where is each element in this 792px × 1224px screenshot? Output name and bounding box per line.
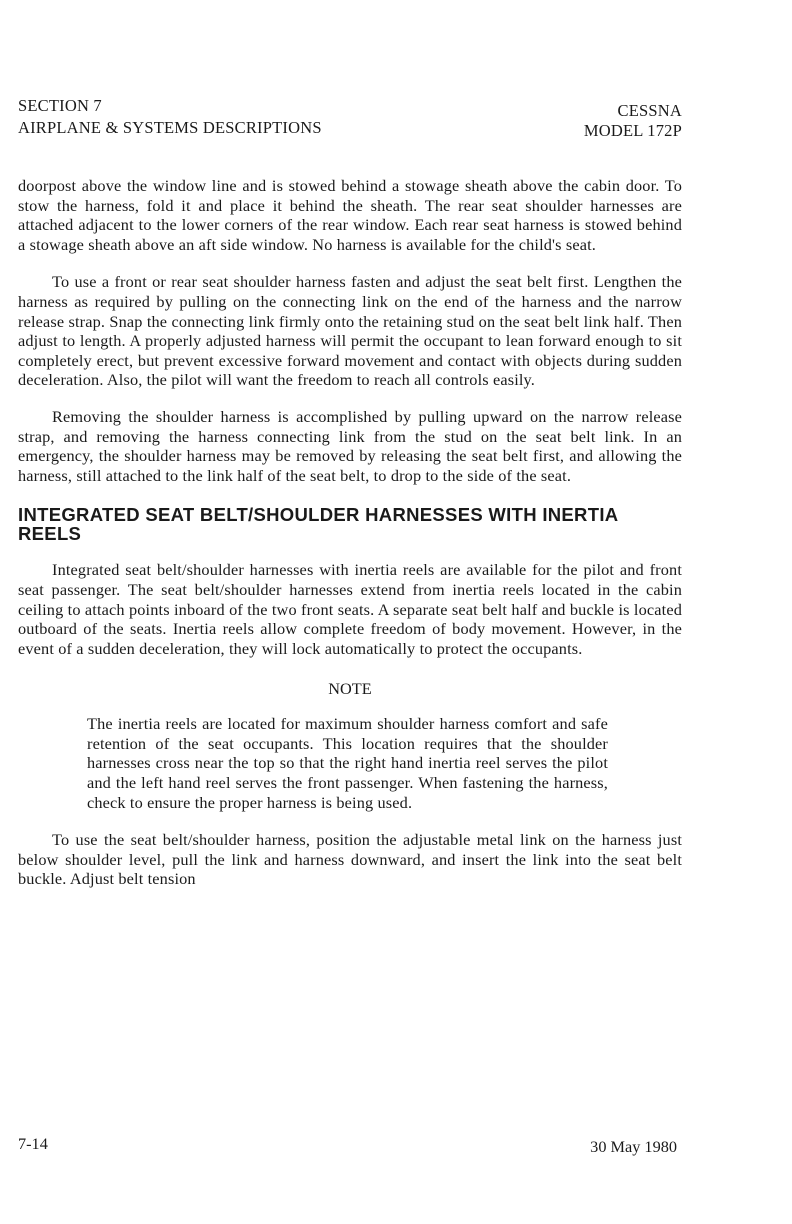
note-text: The inertia reels are located for maximum shoulder harness comfort and safe retention of the seat occupants. This location requires that the shoulder harnesses cross near the top so that the right hand inertia reel serves the pilot and the left hand reel serves the front passenger. When fastening the harness, check to ensure the proper harness is being used. — [87, 714, 608, 812]
section-title: AIRPLANE & SYSTEMS DESCRIPTIONS — [18, 118, 322, 137]
section-header — [18, 95, 322, 139]
brand-name: CESSNA — [617, 101, 682, 120]
paragraph-shoulder-harness-use: To use a front or rear seat shoulder harness fasten and adjust the seat belt first. Lengthen the harness as required by pulling on the connecting link on the end of the harness and the narrow release strap. Snap the connecting link firmly onto the retaining stud on the seat belt link half. Then adjust to length. A properly adjusted harness will permit the occupant to lean forward enough to sit completely erect, but prevent excessive forward movement and contact with objects during sudden deceleration. Also, the pilot will want the freedom to reach all controls easily. — [18, 272, 682, 390]
paragraph-inertia-reels: Integrated seat belt/shoulder harnesses with inertia reels are available for the pilot and front seat passenger. The seat belt/shoulder harnesses extend from inertia reels located in the cabin ceiling to attach points inboard of the two front seats. A separate seat belt half and buckle is located outboard of the seats. Inertia reels allow complete freedom of body movement. However, in the event of a sudden deceleration, they will lock automatically to protect the occupants. — [18, 560, 682, 658]
note-label: NOTE — [328, 679, 372, 699]
section-number: SECTION 7 — [18, 96, 102, 115]
paragraph-harness-use: To use the seat belt/shoulder harness, position the adjustable metal link on the harness just below shoulder level, pull the link and harness downward, and insert the link into the seat belt buckle. Adjust belt tension — [18, 830, 682, 889]
paragraph-continued: doorpost above the window line and is stowed behind a stowage sheath above the cabin door. To stow the harness, fold it and place it behind the sheath. The rear seat shoulder harnesses are attached adjacent to the lower corners of the rear window. Each rear seat harness is stowed behind a stowage sheath above an aft side window. No harness is available for the child's seat. — [18, 176, 682, 254]
page-number: 7-14 — [18, 1134, 48, 1153]
paragraph-shoulder-harness-removal: Removing the shoulder harness is accomplished by pulling upward on the narrow release strap, and removing the harness connecting link from the stud on the seat belt link. In an emergency, the shoulder harness may be removed by releasing the seat belt first, and allowing the harness, still attached to the link half of the seat belt, to drop to the side of the seat. — [18, 406, 682, 485]
page-body — [18, 176, 682, 889]
revision-date: 30 May 1980 — [590, 1137, 677, 1156]
model-header — [584, 101, 682, 141]
section-heading: INTEGRATED SEAT BELT/SHOULDER HARNESSES WITH INERTIA REELS — [18, 504, 618, 545]
model-name: MODEL 172P — [583, 121, 682, 140]
